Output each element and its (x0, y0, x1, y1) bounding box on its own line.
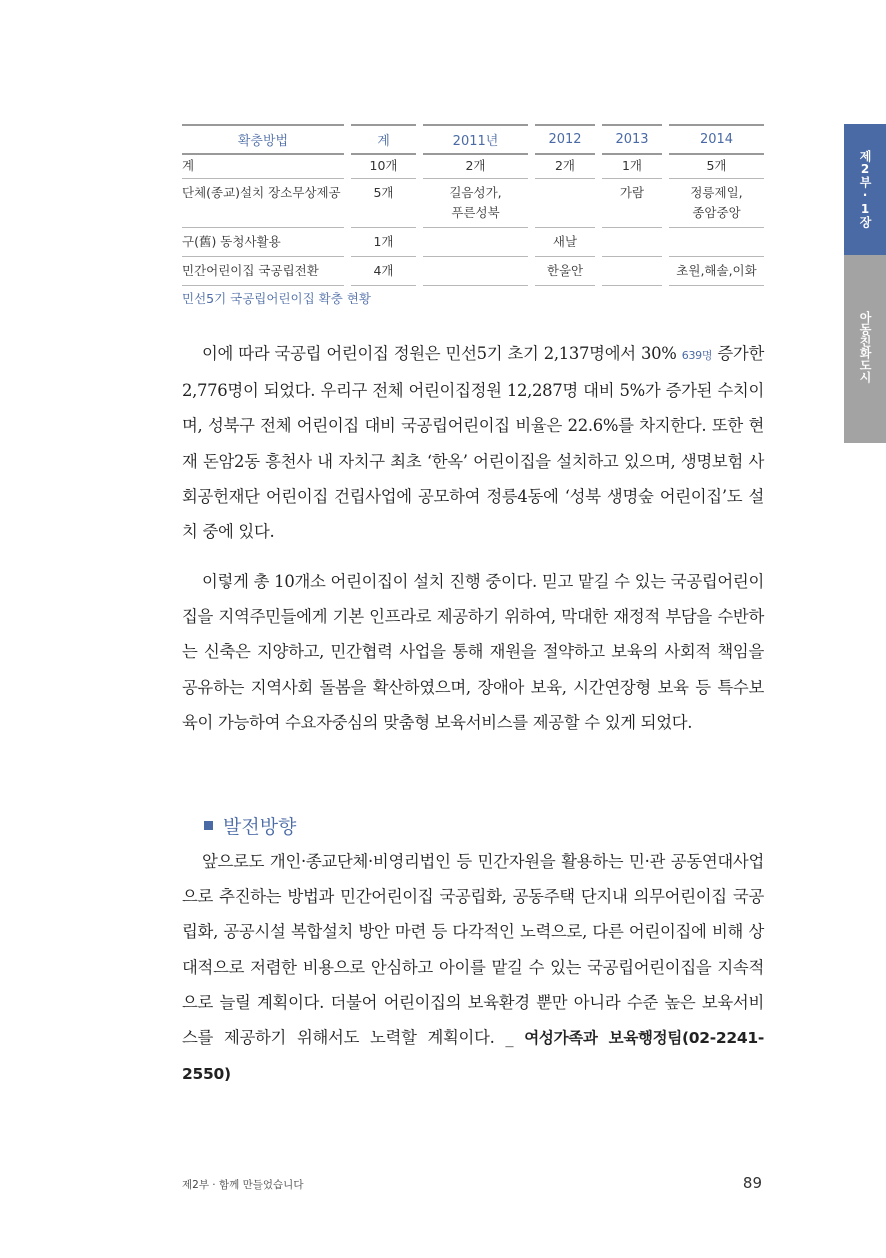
table-cell (602, 228, 662, 257)
table-header: 2011년 (423, 125, 528, 154)
table-cell: 민간어린이집 국공립전환 (182, 257, 344, 286)
table-header: 2012 (535, 125, 595, 154)
table-cell (669, 179, 764, 228)
table-cell: 단체(종교)설치 장소무상제공 (182, 179, 344, 228)
table-row (182, 179, 764, 228)
table-cell: 새날 (535, 228, 595, 257)
table-cell (423, 257, 528, 286)
table-cell (669, 228, 764, 257)
table-cell: 2개 (535, 154, 595, 179)
table-cell: 한울안 (535, 257, 595, 286)
paragraph-3 (182, 844, 764, 1092)
table-cell: 4개 (351, 257, 416, 286)
paragraph-3-text: 앞으로도 개인·종교단체·비영리법인 등 민간자원을 활용하는 민·관 공동연대사업으로 추진하는 방법과 민간어린이집 국공립화, 공동주택 단지내 의무어린이집 국공립화, 공공시설 복합설치 방안 마련 등 다각적인 노력으로, 다른 어린이집에 비해 상대적으로 저렴한 비용으로 안심하고 아이를 맡길 수 있는 국공립어린이집을 지속적으로 늘릴 계획이다. 더불어 어린이집의 보육환경 뿐만 아니라 수준 높은 보육서비스를 제공하기 위해서도 노력할 계획이다. _ (182, 852, 764, 1048)
table-header-row (182, 125, 764, 154)
table-row (182, 228, 764, 257)
page-number: 89 (742, 1174, 762, 1192)
note-639: 639명 (681, 349, 713, 362)
table-cell: 1개 (351, 228, 416, 257)
table-cell: 10개 (351, 154, 416, 179)
section-tab-label: 아동친화도시 (858, 311, 872, 383)
paragraph-1-rest: 증가한 2,776명이 되었다. 우리구 전체 어린이집정원 12,287명 대비 5%가 증가된 수치이며, 성북구 전체 어린이집 대비 국공립어린이집 비율은 22.6%를 차지한다. 또한 현재 돈암2동 흥천사 내 자치구 최초 ‘한옥’ 어린이집을 설치하고 있으며, 생명보험 사회공헌재단 어린이집 건립사업에 공모하여 정릉4동에 ‘성북 생명숲 어린이집’도 설치 중에 있다. (182, 344, 764, 542)
department-contact: 여성가족과 보육행정팀(02-2241-2550) (182, 1029, 764, 1084)
table-cell: 5개 (351, 179, 416, 228)
chapter-tab[interactable] (844, 124, 886, 255)
table-row (182, 154, 764, 179)
table-cell: 5개 (669, 154, 764, 179)
cell-line: 길음성가, (449, 185, 502, 200)
paragraph-1 (182, 336, 764, 549)
cell-line: 정릉제일, (690, 185, 743, 200)
table-cell (423, 179, 528, 228)
table-cell: 가람 (602, 179, 662, 228)
table-header: 확충방법 (182, 125, 344, 154)
table-cell (602, 257, 662, 286)
table-caption: 민선5기 국공립어린이집 확충 현황 (182, 291, 371, 306)
chapter-tab-label: 제2부·1장 (858, 150, 872, 228)
paragraph-2 (182, 564, 764, 740)
cell-line: 종암중앙 (692, 205, 741, 220)
paragraph-2-text: 이렇게 총 10개소 어린이집이 설치 진행 중이다. 믿고 맡길 수 있는 국공립어린이집을 지역주민들에게 기본 인프라로 제공하기 위하여, 막대한 재정적 부담을 수반하는 신축은 지양하고, 민간협력 사업을 통해 재원을 절약하고 보육의 사회적 책임을 공유하는 지역사회 돌봄을 확산하였으며, 장애아 보육, 시간연장형 보육 등 특수보육이 가능하여 수요자중심의 맞춤형 보육서비스를 제공할 수 있게 되었다. (182, 572, 764, 732)
expansion-table (182, 124, 764, 286)
table-header: 2014 (669, 125, 764, 154)
table-cell: 계 (182, 154, 344, 179)
table-header: 2013 (602, 125, 662, 154)
footer-running-title: 제2부 · 함께 만들었습니다 (182, 1179, 304, 1191)
table-cell: 1개 (602, 154, 662, 179)
section-tab[interactable] (844, 255, 886, 443)
table-cell: 구(舊) 동청사활용 (182, 228, 344, 257)
table-cell (535, 179, 595, 228)
table-row (182, 257, 764, 286)
table-cell: 초원,해솔,이화 (669, 257, 764, 286)
cell-line: 푸른성북 (451, 205, 500, 220)
table-cell: 2개 (423, 154, 528, 179)
section-heading (204, 812, 296, 839)
paragraph-1-start: 이에 따라 국공립 어린이집 정원은 민선5기 초기 2,137명에서 30% (202, 344, 677, 363)
section-heading-text: 발전방향 (223, 816, 297, 838)
table-cell (423, 228, 528, 257)
table-header: 계 (351, 125, 416, 154)
square-bullet-icon (204, 821, 213, 830)
